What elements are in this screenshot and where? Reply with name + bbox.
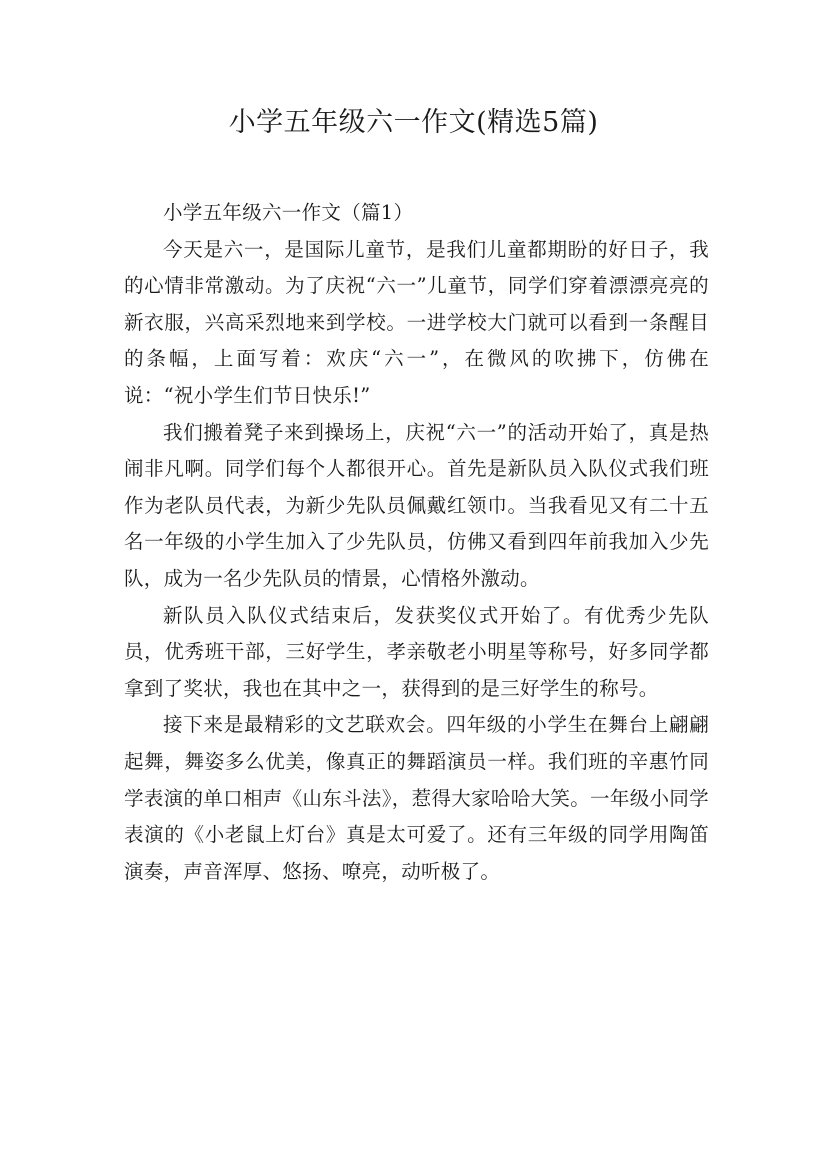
section-heading: 小学五年级六一作文（篇1）: [163, 201, 414, 224]
paragraph-3: 新队员入队仪式结束后，发获奖仪式开始了。有优秀少先队员，优秀班干部，三好学生，孝亲敬老小明星等称号，好多同学都拿到了奖状，我也在其中之一，获得到的是三好学生的称号。: [124, 603, 709, 700]
paragraph-4: 接下来是最精彩的文艺联欢会。四年级的小学生在舞台上翩翩起舞，舞姿多么优美，像真正的舞蹈演员一样。我们班的辛惠竹同学表演的单口相声《山东斗法》，惹得大家哈哈大笑。一年级小同学表演的《小老鼠上灯台》真是太可爱了。还有三年级的同学用陶笛演奏，声音浑厚、悠扬、嘹亮，动听极了。: [124, 713, 709, 883]
paragraph-1: 今天是六一，是国际儿童节，是我们儿童都期盼的好日子，我的心情非常激动。为了庆祝“六一”儿童节，同学们穿着漂漂亮亮的新衣服，兴高采烈地来到学校。一进学校大门就可以看到一条醒目的条幅，上面写着：欢庆“六一”，在微风的吹拂下，仿佛在说：“祝小学生们节日快乐!”: [124, 237, 709, 407]
paragraph-2: 我们搬着凳子来到操场上，庆祝“六一”的活动开始了，真是热闹非凡啊。同学们每个人都很开心。首先是新队员入队仪式我们班作为老队员代表，为新少先队员佩戴红领巾。当我看见又有二十五名一年级的小学生加入了少先队员，仿佛又看到四年前我加入少先队，成为一名少先队员的情景，心情格外激动。: [124, 420, 709, 590]
document-body: [124, 195, 709, 890]
document-title: 小学五年级六一作文(精选5篇): [228, 107, 599, 138]
